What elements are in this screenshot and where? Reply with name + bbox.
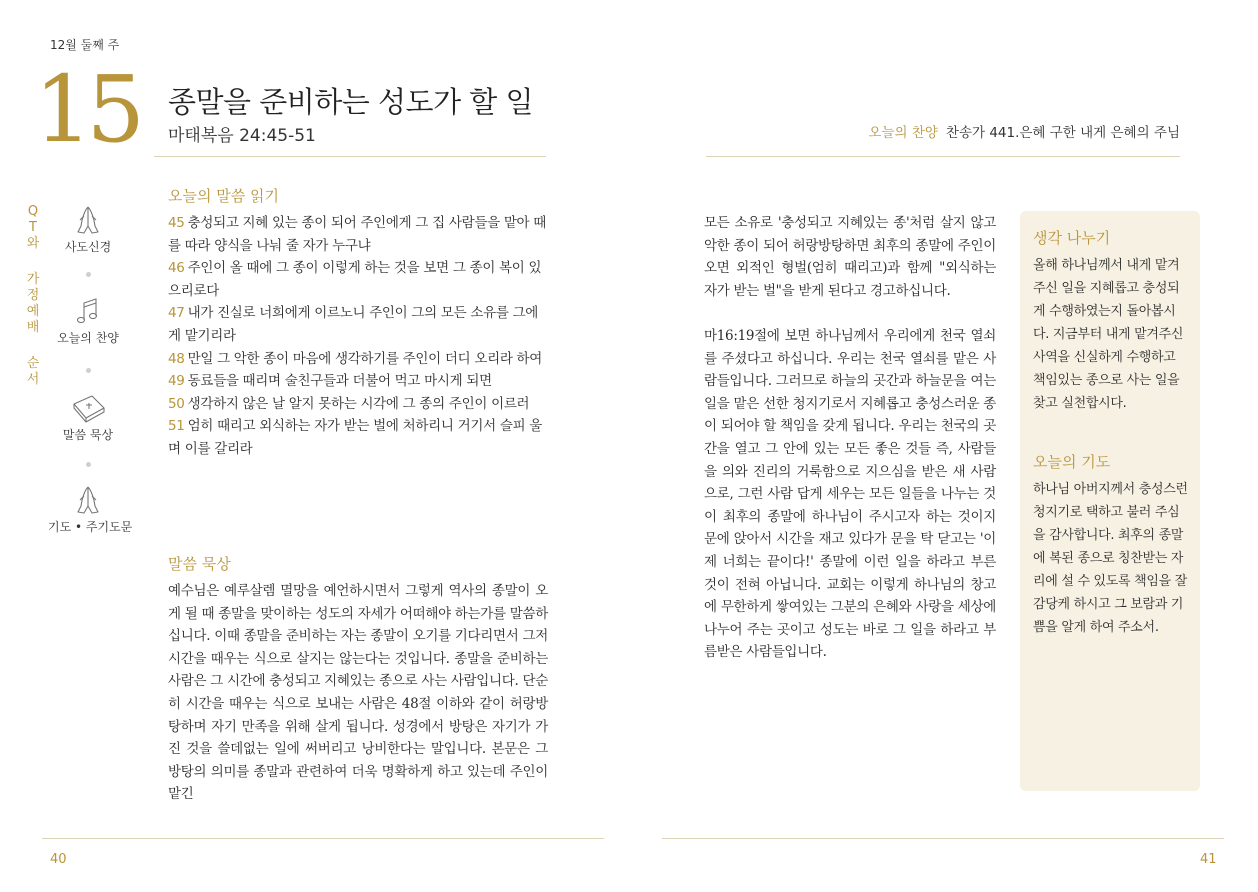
week-label: 12월 둘째 주 <box>50 38 120 52</box>
meditation-heading: 말씀 묵상 <box>168 555 231 573</box>
prayer-text: 하나님 아버지께서 충성스런 청지기로 택하고 불러 주심을 감사합니다. 최후의 종말에 복된 종으로 칭찬받는 자리에 설 수 있도록 책임을 잘 감당케 하시고 그 보람과 기쁨을 알게 하여 주소서. <box>1033 482 1188 635</box>
qt-worship-order-label: Q T 와 가 정 예 배 순 서 <box>26 204 40 387</box>
sharing-text: 올해 하나님께서 내게 맡겨주신 일을 지혜롭고 충성되게 수행하였는지 돌아봅시다. 지금부터 내게 맡겨주신 사역을 신실하게 수행하고 책임있는 종으로 사는 일을 찾고 실천합시다. <box>1033 258 1184 411</box>
page-number-left: 40 <box>50 852 67 867</box>
sidebar-item-label: 사도신경 <box>64 240 112 254</box>
sidebar-item-prayer <box>48 484 133 535</box>
sidebar-item-label: 말씀 묵상 <box>62 428 114 442</box>
sidebar-dot <box>86 462 91 467</box>
footer-divider-right <box>662 838 1224 839</box>
todays-hymn <box>868 121 1180 141</box>
verse-number: 46 <box>168 260 185 277</box>
verse-item <box>168 212 548 257</box>
verse-text: 만일 그 악한 종이 마음에 생각하기를 주인이 더디 오리라 하여 <box>187 350 543 367</box>
sidebar-item-label: 오늘의 찬양 <box>57 331 119 345</box>
page-number-right: 41 <box>1200 852 1217 867</box>
verse-list <box>168 212 548 461</box>
verse-text: 충성되고 지혜 있는 종이 되어 주인에게 그 집 사람들을 맡아 때를 따라 양식을 나눠 줄 자가 누구냐 <box>168 215 547 254</box>
hymn-label: 오늘의 찬양 <box>868 125 938 141</box>
meditation-text-left: 예수님은 예루살렘 멸망을 예언하시면서 그렇게 역사의 종말이 오게 될 때 종말을 맞이하는 성도의 자세가 어떠해야 하는가를 말씀하십니다. 이때 종말을 준비하는 자는 종말이 오기를 기다리면서 그저 시간을 때우는 식으로 살지는 않는다는 것입니다. 종말을 준비하는 사람은 그 시간에 충성되고 지혜있는 종으로 사는 사람입니다. 단순히 시간을 때우는 식으로 보내는 사람은 48절 이하와 같이 허랑방탕하며 자기 만족을 위해 살게 됩니다. 성경에서 방탕은 자기가 가진 것을 쓸데없는 일에 써버리고 낭비한다는 말입니다. 본문은 그 방탕의 의미를 종말과 관련하여 더욱 명확하게 하고 있는데 주인이 맡긴 <box>168 583 548 803</box>
sidebar-item-hymn <box>48 295 128 346</box>
music-note-icon <box>48 295 128 327</box>
verse-text: 엄히 때리고 외식하는 자가 받는 벌에 처하리니 거기서 슬피 울며 이를 갈리라 <box>168 418 543 457</box>
praying-hands-icon <box>48 204 128 236</box>
sidebar-dot <box>86 368 91 373</box>
reflection-box <box>1020 211 1200 791</box>
scripture-reference: 마태복음 24:45-51 <box>168 126 316 146</box>
sidebar-item-apostles-creed <box>48 204 128 255</box>
title-divider <box>154 156 546 157</box>
sidebar-item-label: 기도 • 주기도문 <box>48 520 133 534</box>
verse-text: 주인이 올 때에 그 종이 이렇게 하는 것을 보면 그 종이 복이 있으리로다 <box>168 260 542 299</box>
verse-number: 51 <box>168 418 185 435</box>
praying-hands-icon <box>48 484 128 516</box>
verse-item <box>168 348 548 371</box>
hymn-divider <box>706 156 1180 157</box>
verse-number: 48 <box>168 350 185 367</box>
reading-heading: 오늘의 말씀 읽기 <box>168 187 279 205</box>
verse-text: 동료들을 때리며 술친구들과 더불어 먹고 마시게 되면 <box>187 373 492 390</box>
footer-divider-left <box>42 838 604 839</box>
prayer-heading: 오늘의 기도 <box>1033 453 1111 471</box>
verse-item <box>168 302 548 347</box>
day-number: 15 <box>34 56 140 163</box>
sharing-heading: 생각 나누기 <box>1033 229 1111 247</box>
verse-item <box>168 393 548 416</box>
verse-text: 생각하지 않은 날 알지 못하는 시각에 그 종의 주인이 이르러 <box>187 395 530 412</box>
sidebar-item-meditation <box>48 392 128 443</box>
hymn-value: 찬송가 441.은혜 구한 내게 은혜의 주님 <box>945 125 1180 141</box>
meditation-text-right: 모든 소유로 '충성되고 지혜있는 종'처럼 살지 않고 악한 종이 되어 허랑방탕하면 최후의 종말에 주인이 오면 외적인 형벌(엄히 때리고)과 함께 "외식하는 자가 받는 벌"을 받게 된다고 경고하십니다. 마16:19절에 보면 하나님께서 우리에게 천국 열쇠를 주셨다고 하십니다. 우리는 천국 열쇠를 맡은 사람들입니다. 그러므로 하늘의 곳간과 하늘문을 여는 일을 맡은 선한 청지기로서 지혜롭고 충성스러운 종이 되어야 할 책임을 갖게 됩니다. 우리는 천국의 곳간을 열고 그 안에 있는 모든 좋은 것들 즉, 사람들을 의와 진리의 거룩함으로 지으심을 받은 새 사람으로, 그런 사람 답게 세우는 모든 일들을 나누는 것이 최후의 종말에 하나님이 주시고자 하는 것이지 문에 앉아서 시간을 재고 있다가 문을 탁 닫고는 '이제 너희는 끝이다!' 종말에 이런 일을 하라고 부른 것이 전혀 아닙니다. 교회는 이렇게 하나님의 창고에 무한하게 쌓여있는 그분의 은혜와 사랑을 세상에 나누어 주는 곳이고 성도는 바로 그 일을 하라고 부름받은 사람들입니다. <box>704 215 996 661</box>
bible-icon <box>48 392 128 424</box>
verse-number: 45 <box>168 215 185 231</box>
verse-number: 49 <box>168 373 185 390</box>
page-title: 종말을 준비하는 성도가 할 일 <box>168 85 534 119</box>
sidebar-dot <box>86 272 91 277</box>
verse-number: 47 <box>168 305 185 322</box>
verse-item <box>168 370 548 393</box>
verse-text: 내가 진실로 너희에게 이르노니 주인이 그의 모든 소유를 그에게 맡기리라 <box>168 305 539 344</box>
verse-number: 50 <box>168 395 185 412</box>
verse-item <box>168 415 548 460</box>
verse-item <box>168 257 548 302</box>
